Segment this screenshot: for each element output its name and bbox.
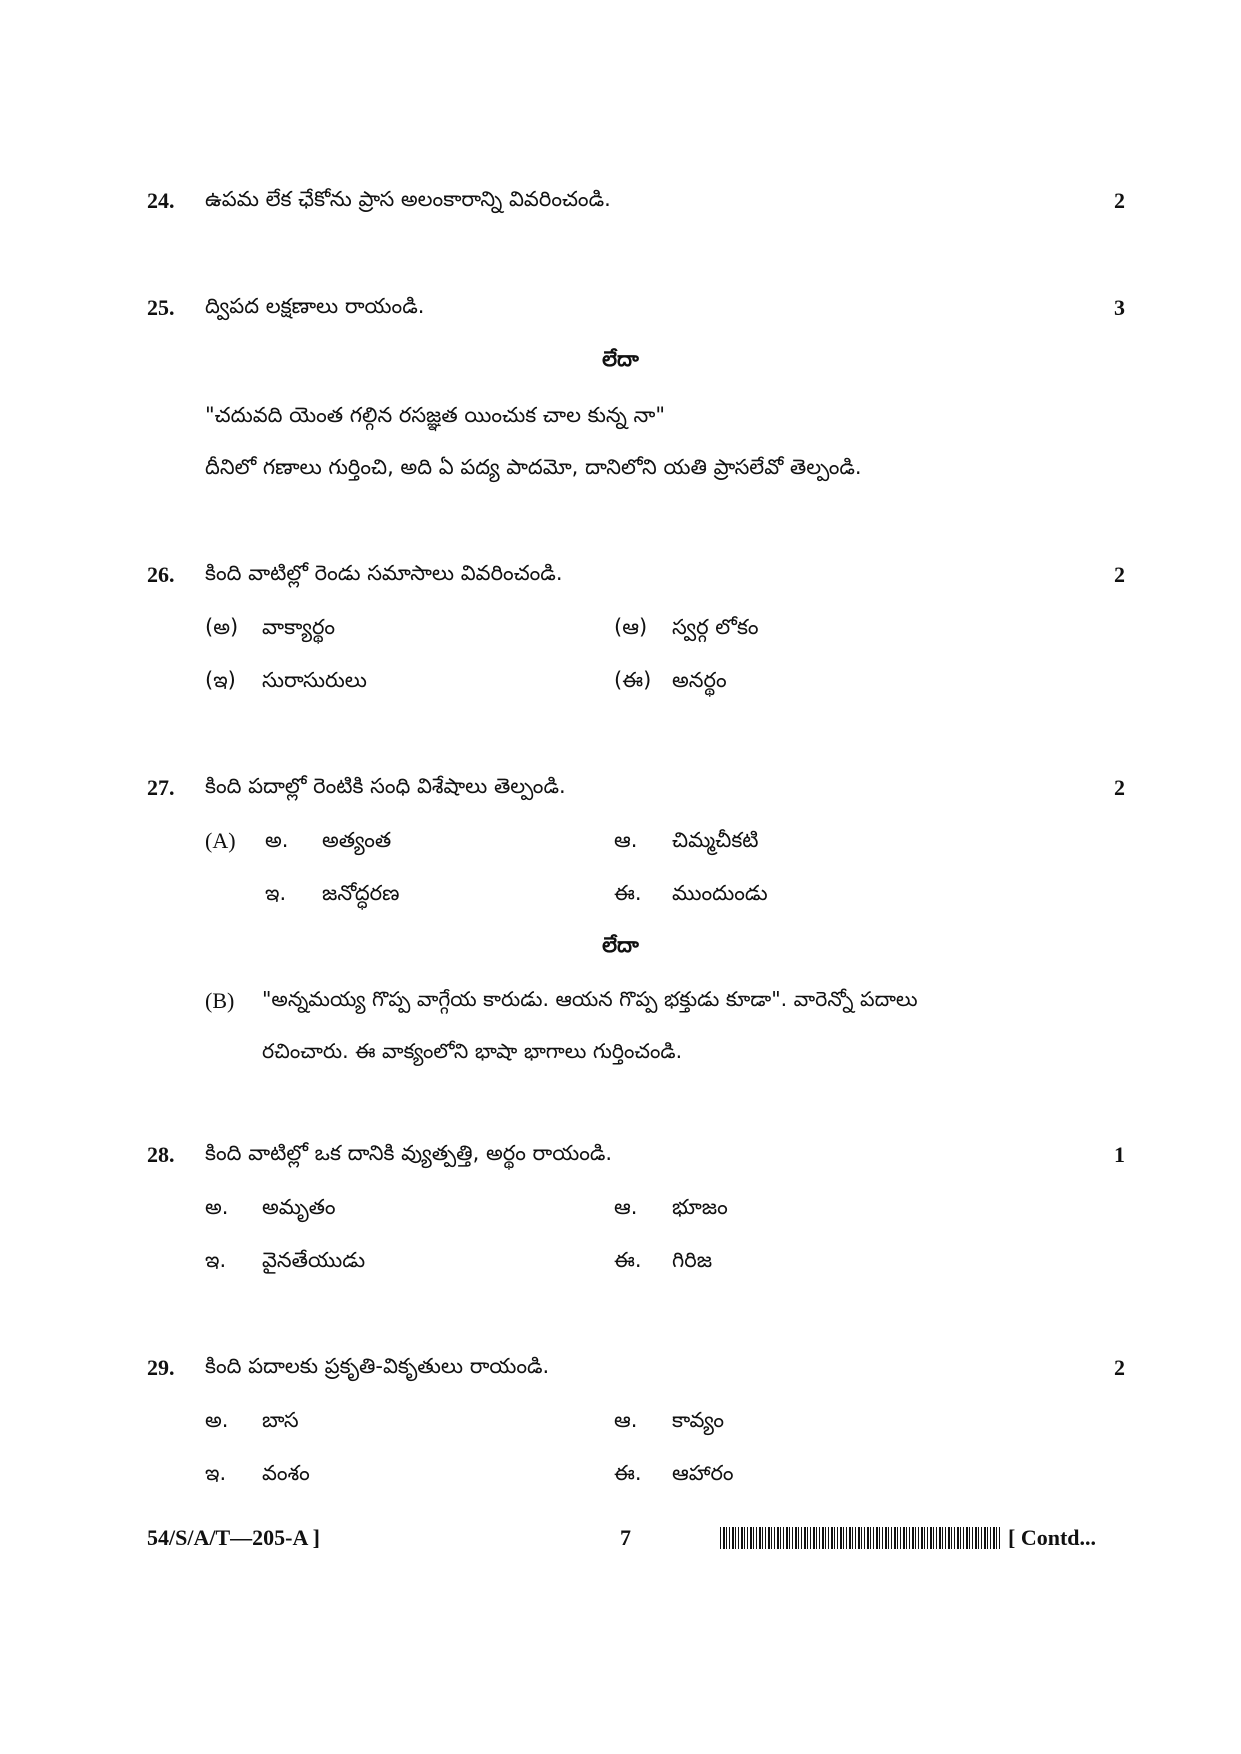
option-label: (ఆ) <box>614 615 648 639</box>
marks: 2 <box>1114 775 1125 800</box>
or-separator: లేదా <box>602 933 639 957</box>
option-text: చిమ్మచీకటి <box>672 828 759 852</box>
option-text: బాస <box>262 1408 299 1432</box>
option-text: జనోద్ధరణ <box>322 881 400 905</box>
option-text: అనర్థం <box>672 668 727 692</box>
question-text: ద్విపద లక్షణాలు రాయండి. <box>205 294 425 318</box>
option-label: అ. <box>205 1195 229 1219</box>
marks: 2 <box>1114 1355 1125 1380</box>
question-text: రచించారు. ఈ వాక్యంలోని భాషా భాగాలు గుర్తించండి. <box>262 1039 683 1063</box>
option-label: ఇ. <box>205 1461 227 1485</box>
option-text: స్వర్గ లోకం <box>672 615 759 639</box>
question-text: "అన్నమయ్య గొప్ప వాగ్గేయ కారుడు. ఆయన గొప్ప భక్తుడు కూడా". వారెన్నో పదాలు <box>262 987 918 1011</box>
question-number: 29. <box>147 1355 175 1380</box>
marks: 2 <box>1114 188 1125 213</box>
verse-quote: "చదువది యెంత గల్గిన రసజ్ఞత యించుక చాల కున్న నా" <box>205 403 666 427</box>
question-text: కింది వాటిల్లో రెండు సమాసాలు వివరించండి. <box>205 561 563 585</box>
marks: 1 <box>1114 1142 1125 1167</box>
question-text: కింది పదాలకు ప్రకృతి-వికృతులు రాయండి. <box>205 1354 550 1378</box>
option-label: ఆ. <box>614 1408 638 1432</box>
marks: 2 <box>1114 562 1125 587</box>
option-label: ఇ. <box>205 1248 227 1272</box>
or-separator: లేదా <box>602 347 639 371</box>
option-label: ఈ. <box>614 1248 642 1272</box>
option-label: ఈ. <box>614 881 642 905</box>
question-number: 25. <box>147 295 175 320</box>
question-number: 28. <box>147 1142 175 1167</box>
question-number: 27. <box>147 775 175 800</box>
option-text: కావ్యం <box>672 1408 725 1432</box>
question-text: కింది వాటిల్లో ఒక దానికి వ్యుత్పత్తి, అర్థం రాయండి. <box>205 1141 613 1165</box>
option-text: ఆహారం <box>672 1461 734 1485</box>
option-label: అ. <box>205 1408 229 1432</box>
option-label: ఈ. <box>614 1461 642 1485</box>
option-label: (అ) <box>205 615 239 639</box>
option-label: ఆ. <box>614 1195 638 1219</box>
question-text: ఉపమ లేక ఛేకోను ప్రాస అలంకారాన్ని వివరించండి. <box>205 187 611 211</box>
question-number: 26. <box>147 562 175 587</box>
option-text: భూజం <box>672 1195 728 1219</box>
paper-code: 54/S/A/T—205-A ] <box>147 1525 320 1550</box>
continued-label: [ Contd... <box>1008 1525 1097 1550</box>
option-label: ఇ. <box>265 881 287 905</box>
option-text: సురాసురులు <box>262 668 367 692</box>
question-text: కింది పదాల్లో రెంటికి సంధి విశేషాలు తెల్పండి. <box>205 774 566 798</box>
page-number: 7 <box>620 1525 631 1550</box>
part-label: (A) <box>205 828 236 853</box>
question-instruction: దీనిలో గణాలు గుర్తించి, అది ఏ పద్య పాదమో, దానిలోని యతి ప్రాసలేవో తెల్పండి. <box>205 455 862 479</box>
option-text: వంశం <box>262 1461 310 1485</box>
question-number: 24. <box>147 188 175 213</box>
barcode <box>720 1527 1000 1549</box>
option-label: (ఈ) <box>614 668 652 692</box>
option-label: ఆ. <box>614 828 638 852</box>
option-label: (ఇ) <box>205 668 236 692</box>
option-text: గిరిజ <box>672 1248 713 1272</box>
option-text: వాక్యార్థం <box>262 615 336 639</box>
marks: 3 <box>1114 295 1125 320</box>
option-label: అ. <box>265 828 289 852</box>
option-text: ముందుండు <box>672 881 768 905</box>
option-text: వైనతేయుడు <box>262 1248 366 1272</box>
option-text: అత్యంత <box>322 828 392 852</box>
option-text: అమృతం <box>262 1195 336 1219</box>
part-label: (B) <box>205 988 235 1013</box>
